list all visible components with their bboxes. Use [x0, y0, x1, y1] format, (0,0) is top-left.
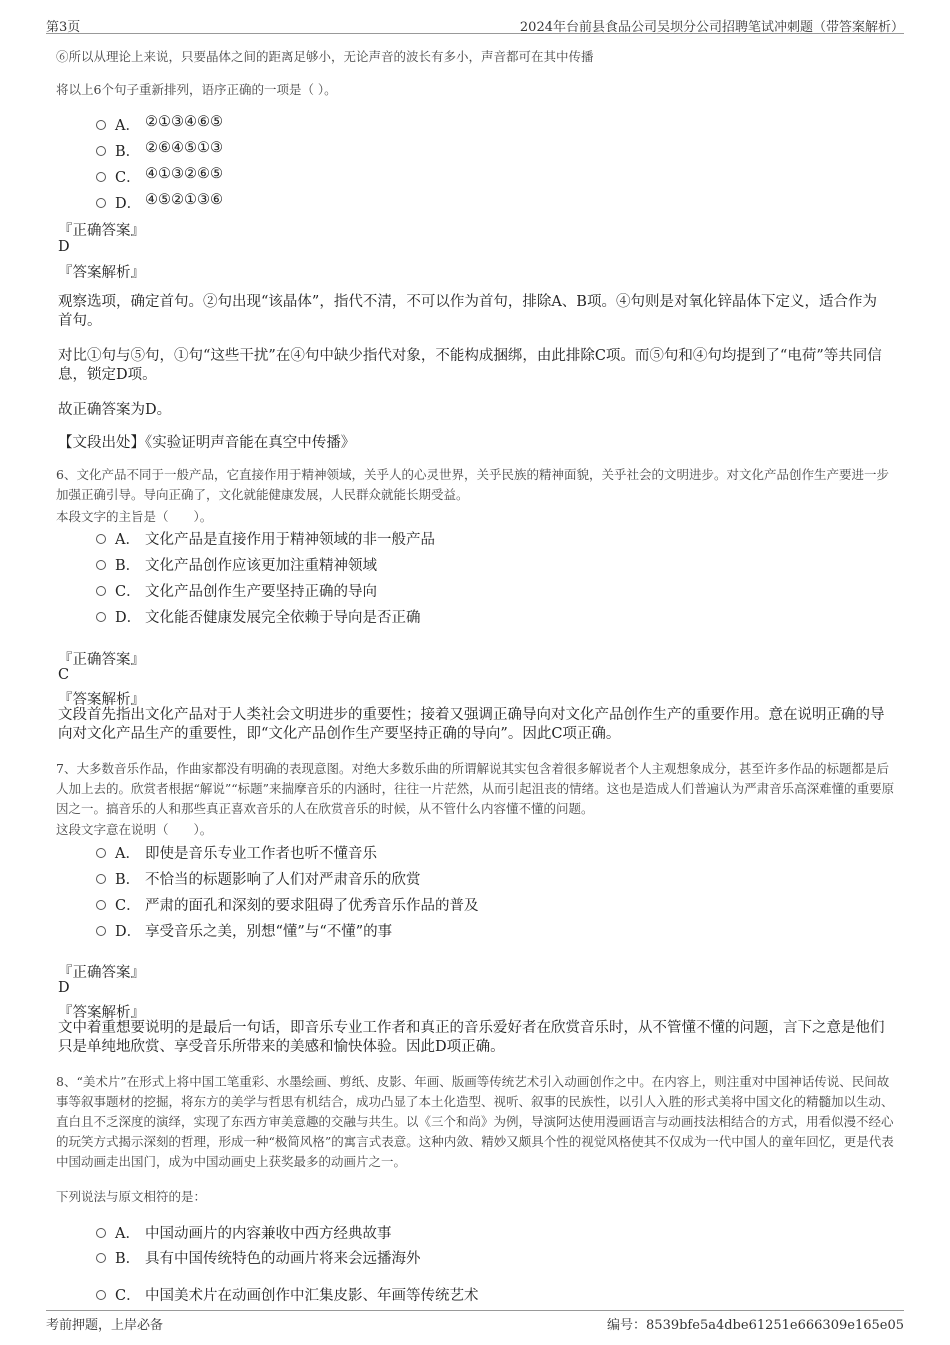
radio-icon[interactable]: [96, 1253, 106, 1263]
radio-icon[interactable]: [96, 1290, 106, 1300]
radio-icon[interactable]: [96, 586, 106, 596]
radio-icon[interactable]: [96, 926, 106, 936]
q7-analysis: 文中着重想要说明的是最后一句话，即音乐专业工作者和真正的音乐爱好者在欣赏音乐时，从不管懂不懂的问题，言下之意是他们只是单纯地欣赏、享受音乐所带来的美感和愉快体验。因此D项正确。: [58, 1020, 885, 1055]
document-id: 编号：8539bfe5a4dbe61251e666309e165e05: [607, 1318, 904, 1333]
q6-answer-label: 『正确答案』: [58, 652, 145, 668]
page-number: 第3页: [46, 20, 81, 35]
radio-icon[interactable]: [96, 848, 106, 858]
footer-divider: [46, 1310, 904, 1311]
radio-icon[interactable]: [96, 172, 106, 182]
q6-analysis: 文段首先指出文化产品对于人类社会文明进步的重要性；接着又强调正确导向对文化产品创作生产的重要作用。意在说明正确的导向对文化产品生产的重要性，即“文化产品创作生产要坚持正确的导向”。因此C项正确。: [58, 707, 885, 742]
q5-analysis-paragraph-3: 故正确答案为D。: [58, 402, 172, 418]
header-divider: [46, 33, 904, 34]
radio-icon[interactable]: [96, 198, 106, 208]
footer-slogan: 考前押题，上岸必备: [46, 1318, 164, 1333]
q6-answer: C: [58, 667, 70, 683]
radio-icon[interactable]: [96, 146, 106, 156]
q5-analysis-paragraph-2: 对比①句与⑤句，①句“这些干扰”在④句中缺少指代对象，不能构成捆绑，由此排除C项。而⑤句和④句均提到了“电荷”等共同信息，锁定D项。: [58, 348, 882, 383]
q7-stem: 7、大多数音乐作品，作曲家都没有明确的表现意图。对绝大多数乐曲的所谓解说其实包含着很多解说者个人主观想象成分，甚至许多作品的标题都是后人加上去的。欣赏者根据“解说”“标题”来揣摩音乐的内涵时，往往一片茫然，从而引起沮丧的情绪。这也是造成人们普遍认为严肃音乐高深难懂的重要原因之一。搞音乐的人和那些真正喜欢音乐的人在欣赏音乐的时候，从不管什么内容懂不懂的问题。: [56, 761, 895, 816]
q7-answer-label: 『正确答案』: [58, 965, 145, 981]
q5-prompt: 将以上6个句子重新排列，语序正确的一项是（ ）。: [56, 82, 337, 97]
radio-icon[interactable]: [96, 534, 106, 544]
document-title: 2024年台前县食品公司吴坝分公司招聘笔试冲刺题（带答案解析）: [519, 20, 904, 35]
q5-answer-label: 『正确答案』: [58, 223, 145, 239]
q5-sentence-6: ⑥所以从理论上来说，只要晶体之间的距离足够小，无论声音的波长有多小，声音都可在其中传播: [56, 49, 594, 64]
q5-analysis-label: 『答案解析』: [58, 265, 145, 281]
radio-icon[interactable]: [96, 560, 106, 570]
q7-answer: D: [58, 980, 70, 996]
q6-analysis-label: 『答案解析』: [58, 692, 145, 708]
q7-analysis-label: 『答案解析』: [58, 1005, 145, 1021]
q5-answer: D: [58, 239, 70, 255]
q8-stem: 8、“美术片”在形式上将中国工笔重彩、水墨绘画、剪纸、皮影、年画、版画等传统艺术引入动画创作之中。在内容上，则注重对中国神话传说、民间故事等叙事题材的挖掘，将东方的美学与哲思有机结合，成功凸显了本土化造型、视听、叙事的民族性，以引人入胜的形式美将中国文化的精髓加以生动、直白且不乏深度的演绎，实现了东西方审美意趣的交融与共生。以《三个和尚》为例，导演阿达使用漫画语言与动画技法相结合的方式，用看似漫不经心的玩笑方式揭示深刻的哲理，形成一种“极简风格”的寓言式表意。这种内敛、精妙又颇具个性的视觉风格使其不仅成为一代中国人的童年回忆，更是代表中国动画走出国门，成为中国动画史上获奖最多的动画片之一。: [56, 1074, 894, 1169]
q5-source: 【文段出处】《实验证明声音能在真空中传播》: [58, 435, 356, 451]
q8-prompt: 下列说法与原文相符的是：: [56, 1189, 207, 1204]
q6-prompt: 本段文字的主旨是（ ）。: [56, 509, 213, 524]
q7-prompt: 这段文字意在说明（ ）。: [56, 822, 213, 837]
radio-icon[interactable]: [96, 612, 106, 622]
q5-analysis-paragraph-1: 观察选项，确定首句。②句出现“该晶体”，指代不清，不可以作为首句，排除A、B项。④句则是对氧化锌晶体下定义，适合作为首句。: [58, 294, 877, 329]
q6-stem: 6、文化产品不同于一般产品，它直接作用于精神领域，关乎人的心灵世界，关乎民族的精神面貌，关乎社会的文明进步。对文化产品创作生产要进一步加强正确引导。导向正确了，文化就能健康发展，人民群众就能长期受益。: [56, 467, 889, 502]
radio-icon[interactable]: [96, 874, 106, 884]
radio-icon[interactable]: [96, 120, 106, 130]
radio-icon[interactable]: [96, 1228, 106, 1238]
radio-icon[interactable]: [96, 900, 106, 910]
